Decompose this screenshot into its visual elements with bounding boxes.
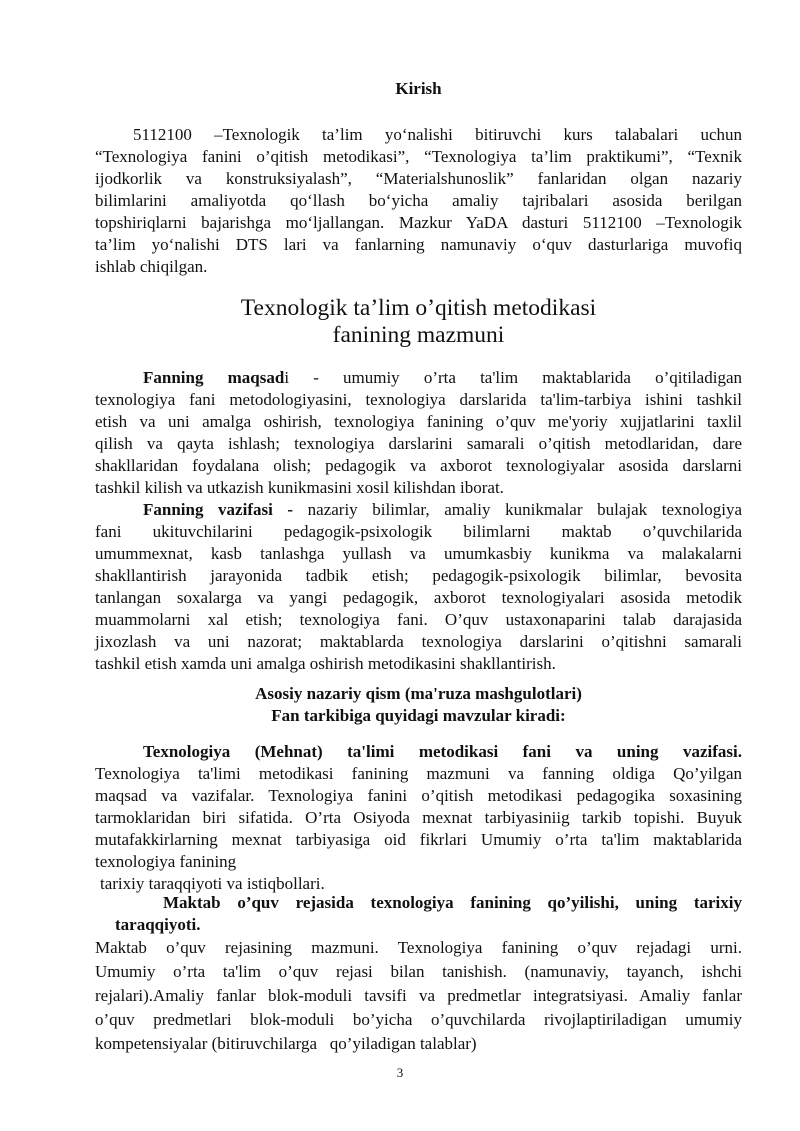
paragraph-line: Umumiy o’rta ta'lim o’quv rejasi bilan tanishish. (namunaviy, tayanch, ishchi <box>95 962 742 981</box>
paragraph-line: shakllantirish jarayonida tadbik etish; pedagogik-psixologik bilimlar, bevosita <box>95 566 742 585</box>
goal-first-line: - umumiy o’rta ta'lim maktablarida o’qitiladigan <box>289 368 742 387</box>
paragraph-line: tanlangan soxalarga va yangi pedagogik, axborot texnologiyalari asosida metodik <box>95 588 742 607</box>
section-heading: Asosiy nazariy qism (ma'ruza mashgulotlari) <box>255 684 582 703</box>
topic-title-cont: taraqqiyoti. <box>115 915 201 934</box>
paragraph-line: Texnologiya ta'limi metodikasi fanining mazmuni va fanning oldiga Qo’yilgan <box>95 764 742 783</box>
paragraph-line: “Texnologiya fanini o’qitish metodikasi”, “Texnologiya ta’lim praktikumi”, “Texnik <box>95 147 742 166</box>
paragraph-line: qilish va qayta ishlash; texnologiya darslarini samarali o’qitish metodlaridan, dare <box>95 434 742 453</box>
topic-title: Maktab o’quv rejasida texnologiya fanining qo’yilishi, uning tarixiy <box>163 893 742 912</box>
paragraph-line: 5112100 –Texnologik ta’lim yo‘nalishi bitiruvchi kurs talabalari uchun <box>133 125 742 144</box>
paragraph-line: topshiriqlarni bajarishga mo‘ljallangan. Mazkur YaDA dasturi 5112100 –Texnologik <box>95 213 742 232</box>
paragraph-line: ishlab chiqilgan. <box>95 257 208 276</box>
paragraph-line: mutafakkirlarning mexnat tarbiyasiga oid fikrlari Umumiy o’rta ta'lim maktablarida <box>95 830 742 849</box>
paragraph-line: tashkil kilish va utkazish kunikmasini xosil kilishdan iborat. <box>95 478 504 497</box>
paragraph-line: etish va uni amalga oshirish, texnologiya fanining o’quv me'yoriy xujjatlarini taxlil <box>95 412 742 431</box>
paragraph-line: tarixiy taraqqiyoti va istiqbollari. <box>100 874 325 893</box>
paragraph-line: shakllaridan foydalana olish; pedagogik va axborot texnologiyalar asosida darslarni <box>95 456 742 475</box>
content-title-line: Texnologik ta’lim o’qitish metodikasi <box>240 295 597 321</box>
paragraph-line: fani ukituvchilarini pedagogik-psixologik bilimlarni maktab o’quvchilarida <box>95 522 742 541</box>
content-title-line: fanining mazmuni <box>332 322 505 348</box>
paragraph-line: jixozlash va uni nazorat; maktablarda texnologiya darslarini o’qitishni samarali <box>95 632 742 651</box>
intro-heading: Kirish <box>395 79 442 98</box>
paragraph-line: maqsad va vazifalar. Texnologiya fanini o’qitish metodikasi pedagogika soxasining <box>95 786 742 805</box>
paragraph-line: texnologiya fani metodologiyasini, texnologiya darslarida ta'lim-tarbiya ishini tashkil <box>95 390 742 409</box>
paragraph-line: kompetensiyalar (bitiruvchilarga qo’yiladigan talablar) <box>95 1034 477 1053</box>
topic-title: Texnologiya (Mehnat) ta'limi metodikasi fani va uning vazifasi. <box>143 742 742 761</box>
paragraph-line: muammolarni xal etish; texnologiya fani. O’quv ustaxonaparini talab darajasida <box>95 610 742 629</box>
paragraph-line: tarmoklaridan biri sifatida. O’rta Osiyoda mexnat tarbiyasiniig tarkib topishi. Buyuk <box>95 808 742 827</box>
paragraph-line: ijodkorlik va konstruksiyalash”, “Materialshunoslik” fanlaridan olgan nazariy <box>95 169 742 188</box>
task-first-line: nazariy bilimlar, amaliy kunikmalar bulajak texnologiya <box>293 500 742 519</box>
paragraph-line: umummexnat, kasb tanlashga yullash va umumkasbiy kunikma va malakalarni <box>95 544 742 563</box>
section-subheading: Fan tarkibiga quyidagi mavzular kiradi: <box>271 706 566 725</box>
paragraph-line: o’quv predmetlari blok-moduli bo’yicha o’quvchilarda rivojlaptiriladigan umumiy <box>95 1010 742 1029</box>
paragraph-line: bilimlarini amaliyotda qo‘llash bo‘yicha amaliy tajribalari asosida berilgan <box>95 191 742 210</box>
paragraph-line: tashkil etish xamda uni amalga oshirish metodikasini shakllantirish. <box>95 654 556 673</box>
paragraph-line <box>143 367 742 389</box>
task-label: Fanning vazifasi - <box>143 500 294 519</box>
paragraph-line: texnologiya fanining <box>95 852 237 871</box>
page-number: 3 <box>396 1065 404 1080</box>
paragraph-line: rejalari).Amaliy fanlar blok-moduli tavsifi va predmetlar integratsiyasi. Amaliy fanlar <box>95 986 742 1005</box>
paragraph-line: Maktab o’quv rejasining mazmuni. Texnologiya fanining o’quv rejadagi urni. <box>95 938 742 957</box>
paragraph-line <box>143 499 742 521</box>
paragraph-line: ta’lim yo‘nalishi DTS lari va fanlarning namunaviy o‘quv dasturlariga muvofiq <box>95 235 742 254</box>
goal-label: Fanning maqsad <box>143 368 285 387</box>
goal-label-tail: i <box>284 368 290 387</box>
